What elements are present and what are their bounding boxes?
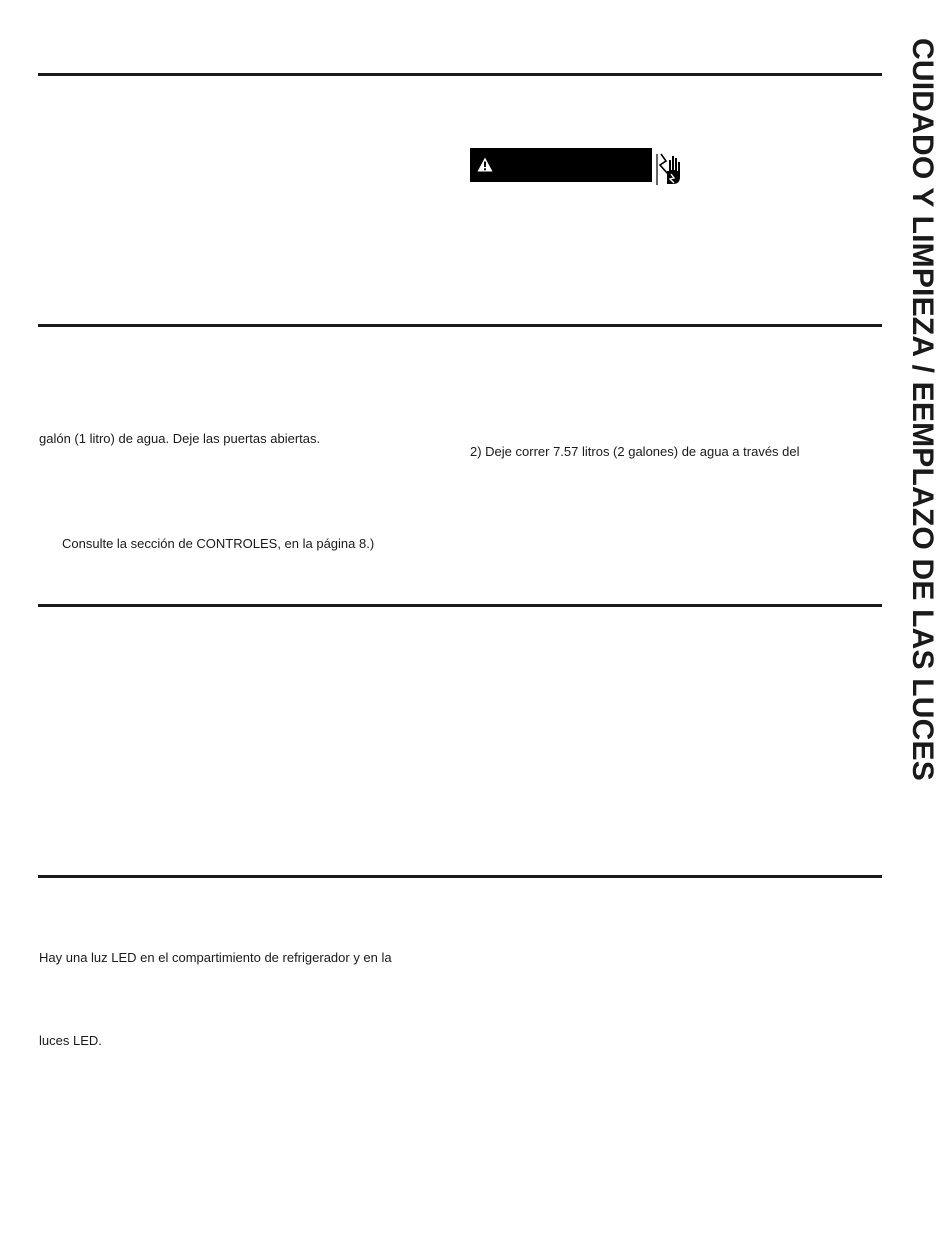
section-divider-3 <box>38 604 882 607</box>
fill-water-instruction: galón (1 litro) de agua. Deje las puertas abiertas. <box>39 431 321 446</box>
controls-reference: Consulte la sección de CONTROLES, en la página 8.) <box>62 536 375 551</box>
led-lights-text: luces LED. <box>39 1033 102 1048</box>
section-side-title: CUIDADO Y LIMPIEZA / EEMPLAZO DE LAS LUCES <box>906 38 939 781</box>
section-divider-4 <box>38 875 882 878</box>
flush-water-instruction: 2) Deje correr 7.57 litros (2 galones) de agua a través del <box>470 444 800 459</box>
section-divider-2 <box>38 324 882 327</box>
led-light-info: Hay una luz LED en el compartimiento de refrigerador y en la <box>39 950 392 965</box>
section-divider-1 <box>38 73 882 76</box>
warning-triangle-icon <box>477 157 493 172</box>
warning-banner <box>470 148 652 182</box>
electrical-shock-hand-icon <box>655 152 687 186</box>
